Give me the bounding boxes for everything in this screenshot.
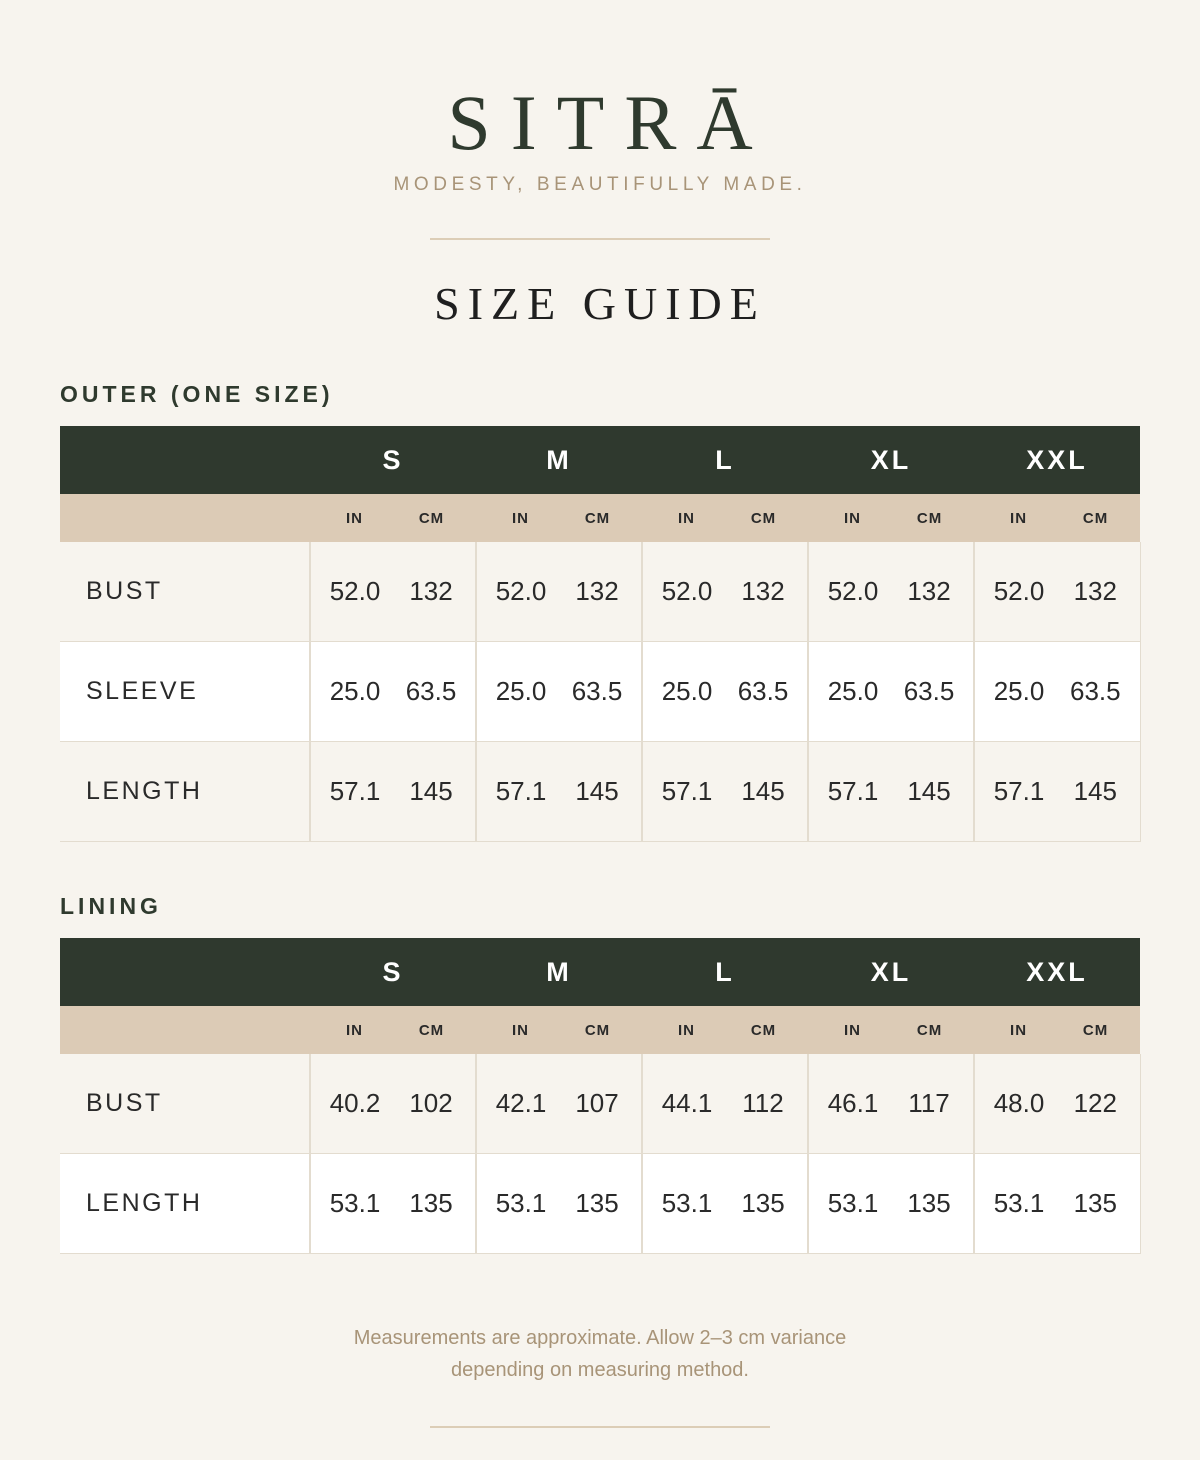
value-cm: 132 [725, 542, 808, 642]
value-cm: 63.5 [1057, 642, 1140, 742]
value-in: 52.0 [476, 542, 559, 642]
size-header: XXL [974, 426, 1140, 494]
unit-cm-label: CM [725, 494, 808, 542]
value-in: 57.1 [310, 742, 393, 842]
value-cm: 122 [1057, 1054, 1140, 1154]
value-cm: 132 [559, 542, 642, 642]
unit-in-label: IN [310, 494, 393, 542]
value-in: 52.0 [642, 542, 725, 642]
value-in: 53.1 [642, 1154, 725, 1254]
header-corner [60, 938, 310, 1006]
value-cm: 145 [891, 742, 974, 842]
unit-in-label: IN [642, 1006, 725, 1054]
unit-cm-label: CM [725, 1006, 808, 1054]
value-in: 42.1 [476, 1054, 559, 1154]
value-in: 25.0 [974, 642, 1057, 742]
size-header: XL [808, 426, 974, 494]
value-in: 52.0 [974, 542, 1057, 642]
table-row [60, 542, 1140, 642]
value-in: 52.0 [808, 542, 891, 642]
value-cm: 63.5 [891, 642, 974, 742]
page-title: SIZE GUIDE [434, 278, 766, 329]
value-in: 48.0 [974, 1054, 1057, 1154]
value-in: 40.2 [310, 1054, 393, 1154]
divider-top [430, 238, 770, 240]
value-in: 53.1 [310, 1154, 393, 1254]
row-label: LENGTH [60, 1154, 310, 1254]
section-label-lining: LINING [60, 893, 162, 919]
value-cm: 112 [725, 1054, 808, 1154]
value-in: 44.1 [642, 1054, 725, 1154]
value-cm: 117 [891, 1054, 974, 1154]
unit-corner [60, 494, 310, 542]
unit-cm-label: CM [891, 494, 974, 542]
size-header: M [476, 426, 642, 494]
size-header-row [60, 426, 1140, 494]
value-in: 57.1 [476, 742, 559, 842]
size-header: L [642, 938, 808, 1006]
value-cm: 135 [393, 1154, 476, 1254]
row-label: SLEEVE [60, 642, 310, 742]
size-table-lining [60, 938, 1141, 1254]
measurement-note [0, 1322, 1200, 1386]
size-header: XL [808, 938, 974, 1006]
value-cm: 107 [559, 1054, 642, 1154]
unit-cm-label: CM [393, 1006, 476, 1054]
unit-in-label: IN [476, 494, 559, 542]
value-cm: 145 [393, 742, 476, 842]
value-cm: 145 [725, 742, 808, 842]
measurement-note-line2: depending on measuring method. [451, 1359, 749, 1381]
value-in: 25.0 [642, 642, 725, 742]
size-header: S [310, 938, 476, 1006]
value-cm: 132 [1057, 542, 1140, 642]
value-in: 57.1 [808, 742, 891, 842]
value-cm: 135 [891, 1154, 974, 1254]
brand-logo: SITRĀ [447, 79, 773, 166]
unit-corner [60, 1006, 310, 1054]
unit-in-label: IN [974, 494, 1057, 542]
value-in: 53.1 [476, 1154, 559, 1254]
unit-in-label: IN [642, 494, 725, 542]
divider-bottom [430, 1426, 770, 1428]
unit-in-label: IN [476, 1006, 559, 1054]
value-cm: 145 [1057, 742, 1140, 842]
measurement-note-line1: Measurements are approximate. Allow 2–3 cm variance [353, 1327, 847, 1349]
value-in: 25.0 [310, 642, 393, 742]
value-cm: 135 [725, 1154, 808, 1254]
unit-cm-label: CM [1057, 494, 1140, 542]
unit-cm-label: CM [393, 494, 476, 542]
row-label: BUST [60, 542, 310, 642]
value-cm: 135 [1057, 1154, 1140, 1254]
value-in: 46.1 [808, 1054, 891, 1154]
size-header-row [60, 938, 1140, 1006]
value-cm: 132 [393, 542, 476, 642]
unit-in-label: IN [808, 494, 891, 542]
value-in: 53.1 [974, 1154, 1057, 1254]
unit-cm-label: CM [891, 1006, 974, 1054]
table-row [60, 642, 1140, 742]
brand-tagline: MODESTY, BEAUTIFULLY MADE. [393, 174, 807, 195]
unit-header-row [60, 494, 1140, 542]
unit-in-label: IN [974, 1006, 1057, 1054]
value-in: 25.0 [476, 642, 559, 742]
value-cm: 63.5 [559, 642, 642, 742]
size-header: S [310, 426, 476, 494]
header-corner [60, 426, 310, 494]
value-cm: 135 [559, 1154, 642, 1254]
row-label: LENGTH [60, 742, 310, 842]
value-cm: 145 [559, 742, 642, 842]
size-header: L [642, 426, 808, 494]
unit-cm-label: CM [559, 1006, 642, 1054]
value-cm: 63.5 [725, 642, 808, 742]
size-table-outer [60, 426, 1141, 842]
value-in: 53.1 [808, 1154, 891, 1254]
unit-header-row [60, 1006, 1140, 1054]
section-label-outer: OUTER (ONE SIZE) [60, 381, 334, 407]
value-cm: 63.5 [393, 642, 476, 742]
unit-cm-label: CM [559, 494, 642, 542]
table-row [60, 1154, 1140, 1254]
table-row [60, 1054, 1140, 1154]
size-header: XXL [974, 938, 1140, 1006]
unit-in-label: IN [310, 1006, 393, 1054]
value-in: 57.1 [974, 742, 1057, 842]
size-header: M [476, 938, 642, 1006]
unit-in-label: IN [808, 1006, 891, 1054]
row-label: BUST [60, 1054, 310, 1154]
table-row [60, 742, 1140, 842]
unit-cm-label: CM [1057, 1006, 1140, 1054]
value-in: 57.1 [642, 742, 725, 842]
value-cm: 132 [891, 542, 974, 642]
value-cm: 102 [393, 1054, 476, 1154]
value-in: 25.0 [808, 642, 891, 742]
value-in: 52.0 [310, 542, 393, 642]
